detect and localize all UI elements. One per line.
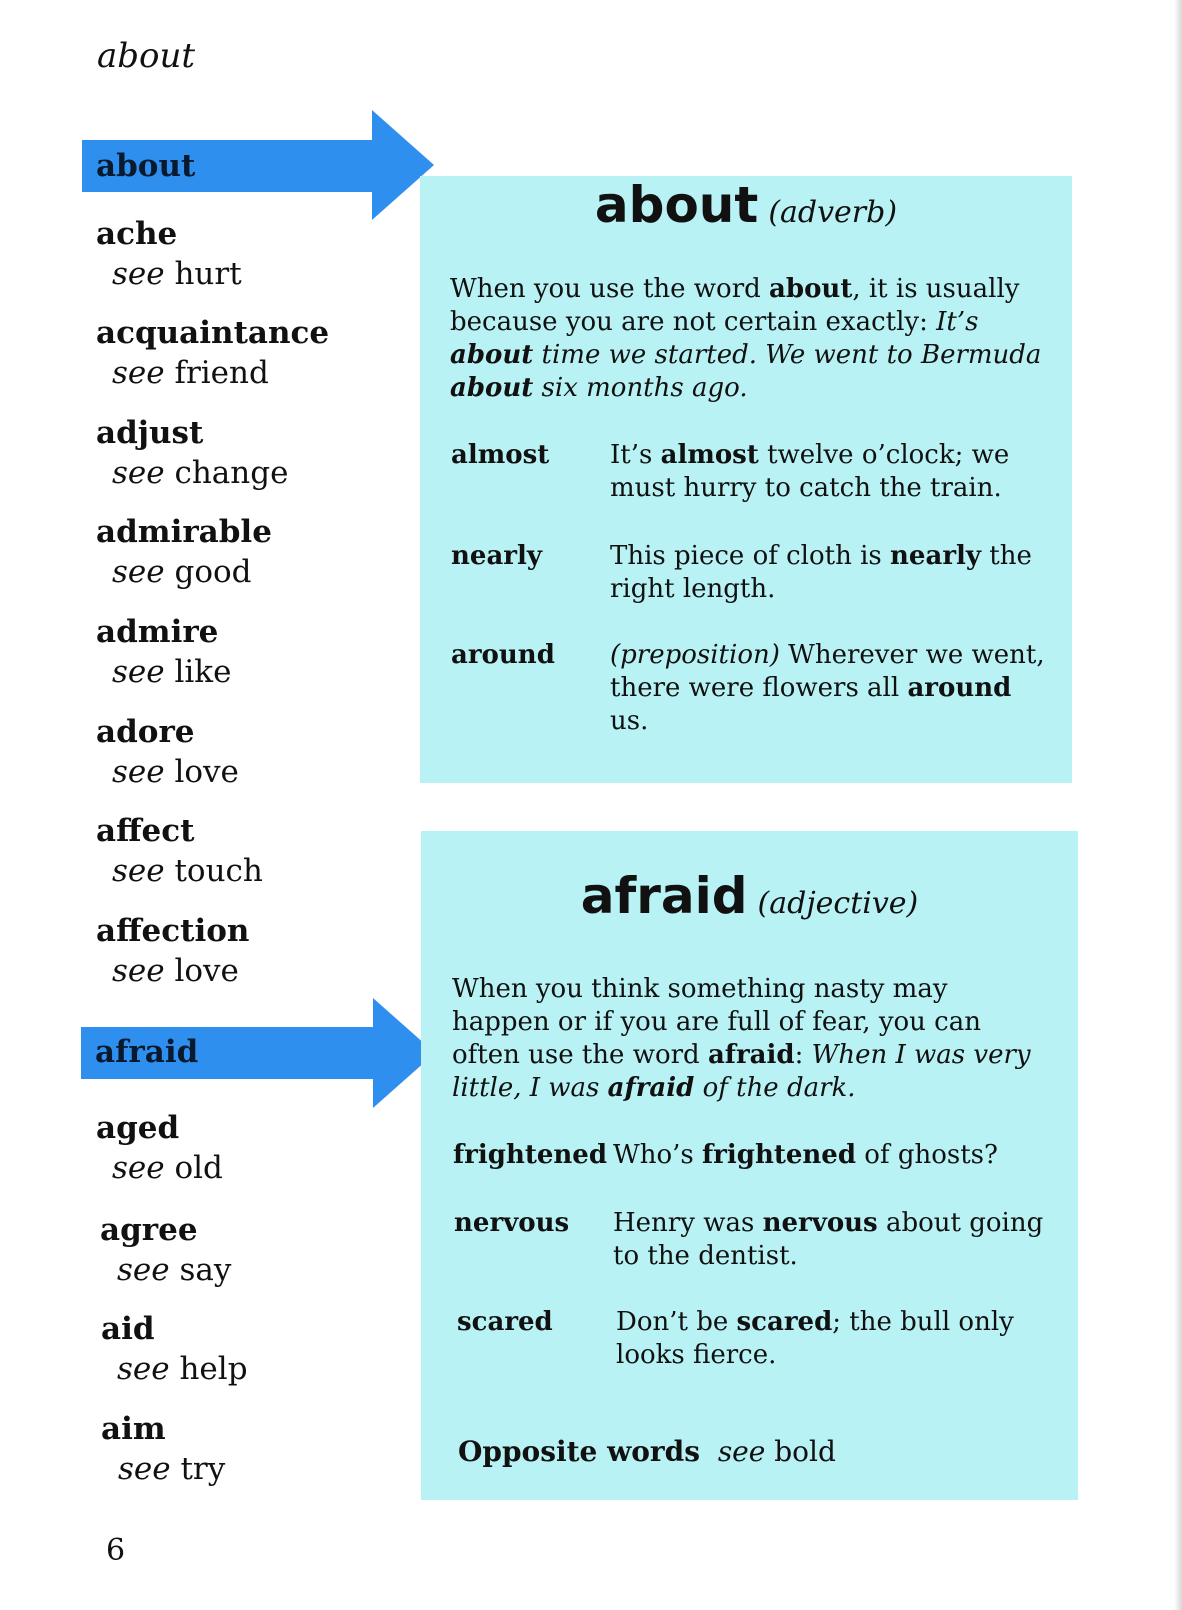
index-headword: adore (96, 714, 195, 750)
page-edge (1174, 0, 1182, 1610)
highlight-arrow-about[interactable] (82, 110, 434, 220)
synonym-example: Who’s frightened of ghosts? (613, 1140, 998, 1170)
index-see-line: see love (112, 953, 239, 989)
index-see-target[interactable]: change (174, 455, 289, 491)
opposite-words: Opposite words see bold (458, 1435, 836, 1468)
index-see-line: see try (118, 1451, 226, 1487)
index-see-target[interactable]: like (174, 654, 232, 690)
index-see-target[interactable]: good (174, 554, 252, 590)
index-headword: admire (96, 614, 219, 650)
synonym-word: around (451, 640, 555, 670)
index-headword-highlighted: about (96, 148, 196, 184)
highlight-arrow-afraid[interactable] (81, 998, 433, 1108)
entry-panel-afraid (421, 831, 1078, 1500)
entry-intro: When you use the word about, it is usually because you are not certain exactly: It’s about time we started. We went to Bermuda about six months ago. (450, 274, 1042, 403)
panel-title (420, 176, 1072, 234)
index-see-line: see say (117, 1252, 232, 1288)
index-see-line: see touch (112, 853, 263, 889)
panel-headword: about (594, 176, 759, 234)
index-see-target[interactable]: love (174, 953, 239, 989)
synonym-example: It’s almost twelve o’clock; we must hurry to catch the train. (610, 440, 1010, 503)
part-of-speech: (adjective) (757, 886, 919, 921)
index-headword: acquaintance (96, 315, 330, 351)
synonym-example: (preposition) Wherever we went, there were flowers all around us. (610, 640, 1045, 736)
index-headword: affect (96, 813, 195, 849)
synonym-example: This piece of cloth is nearly the right length. (610, 541, 1032, 604)
index-see-line: see help (117, 1351, 248, 1387)
index-headword: aim (101, 1411, 166, 1447)
index-see-target[interactable]: help (179, 1351, 248, 1387)
panel-headword: afraid (580, 867, 748, 925)
index-see-line: see change (112, 455, 289, 491)
synonym-word: scared (457, 1307, 553, 1337)
index-see-target[interactable]: try (180, 1451, 226, 1487)
entry-intro: When you think something nasty may happen or if you are full of fear, you can often use the word afraid: When I was very little, I was afraid of the dark. (452, 974, 1031, 1103)
index-see-line: see hurt (112, 256, 242, 292)
index-see-target[interactable]: love (174, 754, 239, 790)
opposite-target-link[interactable]: bold (774, 1435, 836, 1468)
index-see-target[interactable]: friend (174, 355, 269, 391)
index-headword: aged (96, 1110, 180, 1146)
synonym-word: nearly (451, 541, 542, 571)
index-headword: agree (100, 1212, 198, 1248)
synonym-word: frightened (453, 1140, 608, 1170)
index-see-line: see friend (112, 355, 269, 391)
synonym-example: Henry was nervous about going to the dentist. (613, 1208, 1044, 1271)
index-headword-highlighted: afraid (95, 1034, 199, 1070)
index-headword: adjust (96, 415, 204, 451)
index-see-target[interactable]: touch (174, 853, 263, 889)
index-see-line: see like (112, 654, 232, 690)
index-see-line: see good (112, 554, 252, 590)
opposite-label: Opposite words (458, 1435, 700, 1468)
index-headword: aid (101, 1311, 155, 1347)
index-headword: admirable (96, 514, 272, 550)
synonym-word: nervous (454, 1208, 570, 1238)
running-head: about (97, 36, 196, 76)
index-see-line: see love (112, 754, 239, 790)
index-see-line: see old (112, 1150, 223, 1186)
entry-panel-about (420, 176, 1072, 783)
synonym-word: almost (451, 440, 550, 470)
index-see-target[interactable]: say (179, 1252, 232, 1288)
synonym-example: Don’t be scared; the bull only looks fierce. (616, 1307, 1014, 1370)
index-see-target[interactable]: hurt (174, 256, 242, 292)
part-of-speech: (adverb) (768, 195, 898, 230)
page-number: 6 (106, 1533, 126, 1568)
index-headword: affection (96, 913, 250, 949)
index-headword: ache (96, 216, 178, 252)
panel-title (421, 867, 1078, 925)
index-see-target[interactable]: old (174, 1150, 223, 1186)
